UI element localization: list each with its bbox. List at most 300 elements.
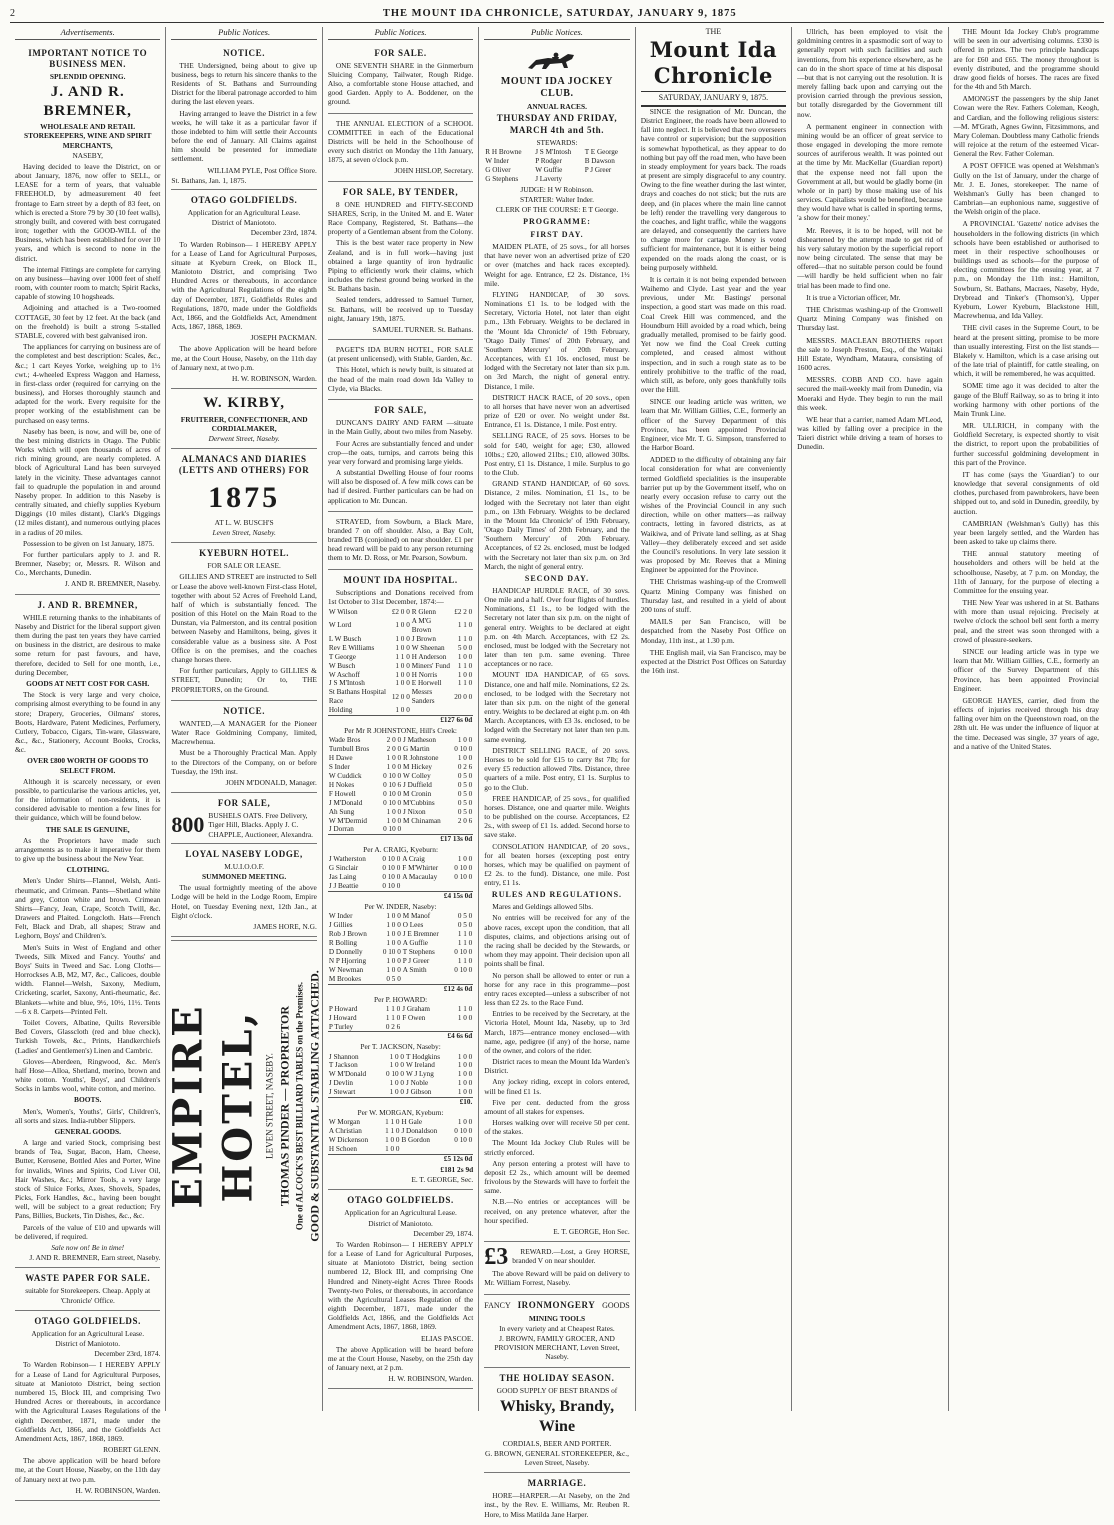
ad-text: District of Maniototo. <box>211 218 277 228</box>
ad-heading: ALMANACS AND DIARIES (LETTS AND OTHERS) FOR <box>178 454 310 476</box>
subscriber-amount <box>448 882 473 891</box>
ad-almanacs <box>171 449 316 543</box>
subscriber-name: J Noble <box>406 1079 429 1088</box>
subscriber-amount: 1 0 0 <box>395 706 410 715</box>
ad-place: NASEBY, <box>72 150 103 160</box>
ad-heading: MOUNT IDA HOSPITAL. <box>343 574 458 585</box>
race-entry: DISTRICT HACK RACE, of 20 sovs., open to all horses that have never won an advertised prize of £20 or over. No weight under 8st. Entrance, £1 1s. Distance, 1 mile. Post entry. <box>484 392 630 430</box>
article-paragraph: A PROVINCIAL 'Gazette' notice advises the householders in the following districts (in which schools have been established or authorised to meet in their respective schoolhouses or buildings used as schools—for the purpose of electing committees for the ensuing year, at 7 p.m., on Monday the 11th inst.: Hamilton, Sowburn, St. Bathans, Macraes, Naseby, Hyde, Drybread and Tinker's (Thomson's), Upper Kyeburn, Lower Kyeburn, Blackstone Hill, Macrewhenua, and Ida Valley. <box>953 219 1099 321</box>
subscriber-name: W J Lyng <box>406 1070 434 1079</box>
ad-paragraph: Having decided to leave the District, on or about January, 1876, now offer to SELL, or LEASE for a term of years, that valuable FREEHOLD, by admeasurement 40 feet frontage to Earn street by a depth of 83 feet, on which is erected a Store 79 by 30 (10 feet walls), strongly built, and covered with best corrugated iron; together with the GOOD-WILL of the Business, which has been established for over 10 years, and which is second to none in the district. <box>15 161 161 263</box>
ad-firm-name: W. KIRBY, <box>203 395 285 412</box>
ad-subheading: OVER £800 WORTH OF GOODS TO SELECT FROM. <box>27 756 149 775</box>
table-total-row <box>328 835 473 844</box>
steward-name: G Stephens <box>485 174 519 183</box>
subscriber-amount: 2 0 0 <box>386 745 402 754</box>
subscriber-amount: 1 0 0 <box>457 1052 473 1061</box>
newspaper-page <box>10 8 1104 1519</box>
ad-signature: ROBERT GLENN. <box>103 1445 161 1455</box>
ad-subheading: GOODS AT NETT COST FOR CASH. <box>26 678 150 688</box>
ad-date: St. Bathans, Jan. 1, 1875. <box>171 175 247 185</box>
subscriber-amount: 0 10 0 <box>454 965 473 974</box>
subtotal: £5 12s 0d <box>328 1154 473 1163</box>
ad-heading: FOR SALE, <box>374 405 427 415</box>
subscriber-amount: 0 5 0 <box>386 974 401 983</box>
masthead <box>641 27 786 107</box>
subscriber-name: O Lees <box>402 921 424 930</box>
ad-paragraph: Men's Suits in West of England and other Tweeds, Silk Mixed and Fancy. Youths' and Boys' Suits in Tweed and Sac. Long Cloths—Horrockses A.B, M2, M7, &c., Calicoes, double width. Flannel—Welsh, Saxony, Medium, Cricketing, scarlet, Saxony, Anti-rheumatic, &c. Blankets—white and blue, 9½, 10½, 11½. Tents—6 x 8. Carpets—Printed Felt. <box>15 942 161 1016</box>
ad-paragraph: Sealed tenders, addressed to Samuel Turner, St. Bathans, will be received up to Tuesday night, January 19th, 1875. <box>327 295 474 323</box>
subscriber-amount: 0 5 0 <box>457 789 473 798</box>
subscriber-amount: 1 0 0 <box>457 1118 473 1127</box>
ad-heading: J. AND R. BREMNER, <box>37 599 138 610</box>
rule-entry: No entries will be received for any of the above races, except upon the condition, that all disputes, claims, and objections arising out of the racing shall be decided by the Stewards, or whom they may appoint. Their decision upon all points shall be final. <box>484 913 630 969</box>
subscriber-amount: 12 0 0 <box>391 692 410 701</box>
table-row <box>328 781 473 790</box>
subtotal: £127 6s 0d <box>328 716 473 725</box>
subscriber-amount <box>449 825 473 834</box>
ad-otago-goldfields <box>171 190 316 389</box>
ad-heading: OTAGO GOLDFIELDS. <box>347 1195 454 1206</box>
ad-pagets-hotel <box>328 340 473 400</box>
ad-text: M.U.I.O.O.F. <box>224 861 264 871</box>
ad-paragraph: Gloves—Aberdeen, Ringwood, &c. Men's half Hose—Alloa, Shetland, merino, brown and white cotton. Youths', Boys', and Children's Socks in lambs wool, white cotton, and merino. <box>15 1056 161 1094</box>
subtotal: £17 13s 0d <box>328 835 473 844</box>
article-paragraph: SOME time ago it was decided to alter the gauge of the Bluff Railway, so as to bring it into working harmony with other portions of the Main Trunk Line. <box>953 381 1099 418</box>
ad-heading: MARRIAGE. <box>527 1478 587 1489</box>
subscriber-amount: 0 5 0 <box>457 798 473 807</box>
ad-bremner-business <box>15 43 160 595</box>
ad-signature: H. W. ROBINSON, Warden. <box>231 374 317 383</box>
table-row <box>328 1070 473 1079</box>
subscriber-name: T Jackson <box>328 1061 358 1070</box>
article-paragraph: THE Mount Ida Jockey Club's programme will be seen in our advertising columns. £330 is offered in prizes. The two principle handicaps are for £60 and £65. The money throughout is evenly distributed, and the programme should draw good fields of horses. The races are fixed for the 4th and 5th March. <box>953 27 1099 92</box>
column-4 <box>479 27 635 1519</box>
subscriber-amount: 5 0 0 <box>457 643 473 652</box>
subscriber-amount: 1 0 0 <box>395 643 410 652</box>
subscriber-name: F M'Whirter <box>402 864 439 873</box>
page-header <box>10 8 1104 23</box>
steward-name: T E George <box>584 147 618 156</box>
subscriber-name: W Sheenan <box>411 643 445 652</box>
ad-heading: THE HOLIDAY SEASON. <box>499 1372 615 1383</box>
table-row <box>328 939 473 948</box>
column-2 <box>166 27 322 1411</box>
table-row <box>328 1023 473 1032</box>
ad-paragraph: GILLIES AND STREET are instructed to Sell or Lease the above well-known First-class Hotel, together with about 52 Acres of Freehold Land, half of which is substantially fenced. The position of this Hotel on the Main Road to the Dunstan, via Palmerston, and its central position between Naseby and Hamiltons, being, gives it considerable value as a business site. A Post Office is on the premises, and the coaches change horses there. <box>171 572 317 664</box>
ad-signature: SAMUEL TURNER. St. Bathans. <box>372 324 474 334</box>
article-paragraph: THE Christmas washing-up of the Cromwell Quartz Mining Company was finished on Thursday last, and resulted in a yield of about 200 tons of stuff. <box>640 577 787 614</box>
ad-paragraph: PAGET'S IDA BURN HOTEL, FOR SALE (at present unlicensed), with Stable, Garden, &c. <box>327 345 474 364</box>
subscriber-name: J J Beattie <box>328 882 359 891</box>
ad-heading: IRONMONGERY <box>517 1299 596 1310</box>
subscriber-name <box>411 706 454 715</box>
subscriber-name: T George <box>328 652 356 661</box>
subscriber-name: M'Cubbins <box>403 798 435 807</box>
subscriber-name: P Turley <box>328 1022 354 1031</box>
ad-paragraph: STRAYED, from Sowburn, a Black Mare, branded 7 on off shoulder. Also, a Bay Colt, branded TB (conjoined) on near shoulder. £1 per head reward will be paid to any person returning them to Mr. D. Ross, or Mr. Pearson, Sowburn. <box>327 516 474 563</box>
programme-heading: PROGRAMME: <box>523 217 591 227</box>
rules-heading: RULES AND REGULATIONS. <box>491 890 623 900</box>
ad-feature-text: Whisky, Brandy, Wine <box>499 1397 615 1435</box>
ad-address: Derwent Street, Naseby. <box>208 434 280 444</box>
article-paragraph: SINCE our leading article was written, we learn that Mr. William Gillies, C.E., formerly an officer of the Survey Department of this Province, has been appointed Provincial Engineer, vice Mr. T. G. Simpson, transferred to the Harbor Board. <box>640 397 787 453</box>
steward-name: J Laverty <box>535 174 563 183</box>
ad-heading: NOTICE. <box>223 47 266 58</box>
subscriber-amount: 1 0 0 <box>395 621 410 630</box>
subscriber-amount: 0 10 0 <box>382 864 401 873</box>
subscriber-name: G Sinclair <box>328 864 359 873</box>
table-row <box>328 1061 473 1070</box>
list-heading: Per Mr R JOHNSTONE, Hill's Creek: <box>344 726 457 736</box>
ad-paragraph: The above Application will be heard before me, at the Court House, Naseby, on the 11th day of January next, at two p.m. <box>171 344 317 372</box>
subscriber-name: F Owen <box>402 1013 426 1022</box>
ad-date: December 23rd, 1874. <box>94 1349 161 1359</box>
subscriber-name: J Duffield <box>403 780 432 789</box>
subscriber-amount <box>448 1145 473 1154</box>
subscriber-name: W M'Donald <box>328 1070 367 1079</box>
ad-ironmongery <box>484 1295 629 1368</box>
subscriber-name <box>402 825 449 834</box>
ad-signature: J. AND R. BREMNER, Earn street, Naseby. <box>29 1253 161 1263</box>
table-row <box>328 864 473 873</box>
table-row <box>328 1136 473 1145</box>
ad-paragraph: For further particulars, Apply to GILLIES & STREET, Dunedin; Or to, THE PROPRIETORS, on the Ground. <box>171 666 317 694</box>
subscriber-name: G Martin <box>403 745 430 754</box>
ad-paragraph: DUNCAN'S DAIRY AND FARM —situate in the Main Gully, about two miles from Naseby. <box>327 418 474 437</box>
subscriber-amount: 0 10 0 <box>383 771 402 780</box>
subscriber-name: E Horwell <box>411 679 442 688</box>
race-judge: JUDGE: H W Robinson. <box>520 184 594 194</box>
subscriber-name: R Johnstone <box>403 754 439 763</box>
ad-heading: FOR SALE, <box>217 798 271 809</box>
subscriber-name: M Chinaman <box>403 816 441 825</box>
ad-heading: MOUNT IDA JOCKEY CLUB. <box>500 75 614 99</box>
table-row <box>328 754 473 763</box>
ad-paragraph: A substantial Dwelling House of four rooms will also be disposed of. A few milk cows can be had if desired. Further particulars can be had on application to Mr. Duncan. <box>327 468 474 505</box>
ad-paragraph: The Stock is very large and very choice, comprising almost everything to be found in any store; Drapery, Groceries, Oilmans' stores, Boots, Hardware, Patent Medicines, Perfumery, Cutlery, Tobacco, Cigars, Tin-ware, Glassware, &c., &c., Stationery, Account Books, Crocks, &c. <box>15 690 161 755</box>
hotel-name: EMPIRE HOTEL, <box>164 1003 262 1209</box>
ad-heading: FOR SALE. <box>374 47 427 58</box>
ad-signature: J. BROWN, FAMILY GROCER, AND PROVISION MERCHANT, Leven Street, Naseby. <box>494 1334 620 1362</box>
subscriber-amount: 1 1 0 <box>385 1127 400 1136</box>
subscriber-name: W Dickenson <box>328 1136 369 1145</box>
table-row <box>328 608 473 617</box>
subscriber-amount <box>448 1023 474 1032</box>
subscriber-name: J Donaldson <box>401 1127 438 1136</box>
subscriber-name: W Ireland <box>406 1061 435 1070</box>
ad-reward <box>484 1242 629 1294</box>
steward-name: W Inder <box>485 156 509 165</box>
subscriber-amount: 1 0 0 <box>386 921 401 930</box>
ad-paragraph: ONE SEVENTH SHARE in the Ginmerburn Sluicing Company, Tailwater, Rough Ridge. Also, a comfortable stone House attached, and good Garden. Apply to A. Boddener, on the ground. <box>327 60 474 107</box>
subscriber-name: Miners' Fund <box>411 661 451 670</box>
oats-row <box>171 811 316 839</box>
table-row <box>484 166 629 175</box>
article-paragraph: Ullrich, has been employed to visit the goldmining centres in a spasmodic sort of way to generally report with such facilities and such inventions, from his experience elsewhere, as he can do in the short space of time at his disposal—but that is not carrying out the resolution. It is merely falling back upon and carrying out the provision carried through the previous session, but totally disregarded by the Government till now. <box>797 27 943 119</box>
ad-paragraph: To Warden Robinson— I HEREBY APPLY for a Lease of Land for Agricultural Purposes, situate at Maniototo District, being section numbered 12, Block III, and comprising One Hundred and Ninety-eight Acres Three Roods Twenty-two Poles, or thereabouts, in accordance with the Agricultural Leases Regulation of the eighth December, 1871, made under the Goldfields Act, 1866, and the Goldfields Act Amendment Acts, 1867, 1868, 1869. <box>327 1239 474 1332</box>
ad-paragraph: As the Proprietors have made such arrangements as to make it imperative for them to give up the business about the New Year. <box>15 835 161 864</box>
ad-text: FOR SALE OR LEASE. <box>207 561 281 571</box>
subscriber-name: N P Hjorring <box>328 956 367 965</box>
table-row <box>328 736 473 745</box>
ad-paragraph: Men's Under Shirts—Flannel, Welsh, Anti-rheumatic, and Crimean. Pants—Shetland white and grey, Cotton white and brown. Crimean Shirts—Fancy, Jean, Crape, Scotch Twill, &c. Drawers and Plaited. Longcloth. Hats—French Felt, Black and Drab, all shapes; Straw and Leghorn, Boys' and Children's. <box>15 876 161 941</box>
stewards-label: STEWARDS: <box>536 137 578 147</box>
subscriber-amount: 1 1 0 <box>457 634 473 643</box>
ad-text: Application for an Agricultural Lease. <box>187 208 301 218</box>
subscriber-name: J Shannon <box>328 1052 359 1061</box>
ad-school-committee <box>328 114 473 182</box>
subscriber-name: J Stewart <box>328 1088 356 1097</box>
list-heading: Per T. JACKSON, Naseby: <box>360 1042 441 1052</box>
ad-paragraph: Having arranged to leave the District in a few weeks, he will take it as a particular favor if those indebted to him will settle their Accounts before the end of January. All Claims against him should be presented for immediate settlement. <box>171 108 317 164</box>
subscriber-name: Messrs Sanders <box>411 688 435 706</box>
ad-subheading: THE SALE IS GENUINE, <box>45 824 130 834</box>
subscriber-name: R Bolling <box>328 939 358 947</box>
table-row <box>328 873 473 882</box>
horse-emblem <box>484 48 629 74</box>
ad-paragraph: Men's, Women's, Youths', Girls', Children's, all sorts and sizes. India-rubber Slippers. <box>15 1106 161 1125</box>
ad-paragraph: THE Undersigned, being about to give up business, begs to return his sincere thanks to the Residents of St. Bathans and Surrounding District for the liberal patronage accorded to him during the last eleven years. <box>171 60 317 107</box>
ad-signature: JOSEPH PACKMAN. <box>250 333 317 343</box>
table-row <box>328 948 473 957</box>
ad-share-sale <box>328 43 473 114</box>
ad-paragraph: Possession to be given on 1st January, 1875. <box>23 538 155 548</box>
article-paragraph: THE English mail, via San Francisco, may be expected at the District Post Offices on Saturday the 16th inst. <box>640 647 787 676</box>
subscriber-amount: 1 1 0 <box>457 956 473 965</box>
subscriber-amount: 0 10 0 <box>382 855 401 864</box>
page-title: THE MOUNT IDA CHRONICLE, SATURDAY, JANUARY 9, 1875 <box>382 8 737 19</box>
subscriber-name <box>400 1145 448 1154</box>
subscriber-amount <box>453 706 473 715</box>
list-heading: Per P. HOWARD: <box>373 994 428 1004</box>
ad-signature: H. W. ROBINSON, Warden. <box>388 1374 474 1384</box>
article-paragraph: THE Christmas washing-up of the Cromwell Quartz Mining Company was finished on Thursday last. <box>797 304 943 333</box>
ad-paragraph: 8 ONE HUNDRED and FIFTY-SECOND SHARES, Scrip, in the United M. and E. Water Race Company, Registered, St. Bathans—the property of a Gentleman absent from the Colony. <box>327 199 474 237</box>
subscriber-amount: 0 10 0 <box>383 825 402 834</box>
subscriber-name: J S M'Intosh <box>328 679 365 688</box>
subscriber-amount: 1 0 0 <box>389 1061 405 1070</box>
article-paragraph: MAILS per San Francisco, will be despatched from the Naseby Post Office on Monday, 11th inst., at 1.30 p.m. <box>640 617 787 645</box>
subscription-table <box>328 855 473 901</box>
subscriber-amount <box>449 975 474 984</box>
column-1 <box>10 27 166 1495</box>
subscriber-name: J Nixon <box>403 807 426 816</box>
article-paragraph: SINCE our leading article was in type we learn that Mr. William Gillies, C.E., formerly an officer of the Survey Department of this Province, has been appointed Provincial Engineer. <box>953 647 1099 693</box>
table-row <box>328 688 473 706</box>
ad-paragraph: Four Acres are substantially fenced and under crop—the oats, turnips, and carrots being this year very forward and promising large yields. <box>327 438 474 466</box>
table-total-row <box>328 716 473 725</box>
subscription-table <box>328 1118 473 1164</box>
subscriber-name: J Matheson <box>403 736 436 745</box>
subscriber-amount: 1 0 0 <box>385 1136 400 1145</box>
rule-entry: Any jockey riding, except in colors entered, will be fined £1 1s. <box>484 1077 630 1096</box>
ad-heading: IMPORTANT NOTICE TO BUSINESS MEN. <box>28 47 148 69</box>
ad-heading: OTAGO GOLDFIELDS. <box>190 194 298 205</box>
article-paragraph: SINCE the resignation of Mr. Duncan, the District Engineer, the roads have been allowed to fall into neglect. It is believed that two overseers have control or supervision; but the supposition is somewhat hypothetical, as they appear to do nothing but pay off the road men, who have been in steady employment for years back. The roads at present are simply disgraceful to any country. Owing to the fine weather during the last winter, drays and coaches do not stick; but the ruts are deep, and (in places where the main line cannot be left) render the travelling very dangerous to the coaches, and light traffic, while the waggons are delayed, and consequently the carriers have to charge more for cartage. Money is voted sufficient for maintenance, but it is either being expended on the roads along the coast, or is being purposely withheld. <box>640 106 787 272</box>
ad-otago-goldfields <box>15 1311 160 1501</box>
subscriber-name: W Busch <box>328 661 356 670</box>
table-total-row <box>328 984 473 993</box>
subscriber-name: J Watherston <box>328 855 366 864</box>
ad-paragraph: The above Application will be heard before me at the Court House, Naseby, on the 25th day of January next, at 2 p.m. <box>327 1344 474 1373</box>
subscriber-amount: 20 0 0 <box>454 692 473 701</box>
ad-heading: KYEBURN HOTEL. <box>199 548 290 559</box>
rule-entry: Five per cent. deducted from the gross amount of all stakes for expenses. <box>484 1097 630 1116</box>
subscriber-name: R Glenn <box>411 608 436 617</box>
ironmongery-row <box>484 1298 629 1313</box>
notice-marriage <box>484 1473 629 1525</box>
subtotal: £12 4s 0d <box>328 984 473 993</box>
article-paragraph: THE civil cases in the Supreme Court, to be heard at the present sitting, promise to be more than usually interesting. First on the list stands—Blakely v. Hamilton, which is a case arising out of the late trial of plaintiff, for cattle stealing, on which, it will be remembered, he was acquitted. <box>953 323 1099 379</box>
column-3 <box>323 27 479 1411</box>
ad-paragraph: REWARD.—Lost, a Grey HORSE, branded V on near shoulder. <box>512 1247 630 1266</box>
ad-strayed <box>328 512 473 570</box>
subscriber-amount: 1 0 0 <box>389 1052 405 1061</box>
subscriber-name: H Dawe <box>328 754 353 763</box>
subscriber-amount: 1 0 0 <box>389 1079 405 1088</box>
subscriber-name: A Craig <box>402 855 425 864</box>
subscriber-amount: 0 10 0 <box>454 1136 473 1145</box>
subscriber-name: Turnbull Bros <box>328 745 370 754</box>
rule-entry: No person shall be allowed to enter or run a horse for any race in this programme—post entry races excepted—unless a subscriber of not less than £2 2s. to the Race Fund. <box>484 970 630 1008</box>
subscriber-amount: 1 0 0 <box>389 1088 405 1097</box>
ad-firm-sub: WHOLESALE AND RETAIL STOREKEEPERS, WINE AND SPIRIT MERCHANTS, <box>23 122 152 150</box>
column-5 <box>636 27 792 1411</box>
subtotal: £4 15s 0d <box>328 892 473 901</box>
ad-signature: G. BROWN, GENERAL STOREKEEPER, &c., Leven Street, Naseby. <box>485 1448 629 1467</box>
ad-text: suitable for Storekeepers. Cheap. Apply at 'Chronicle' Office. <box>25 1286 151 1305</box>
ad-firm-sub: FRUITERER, CONFECTIONER, AND CORDIALMAKER, <box>180 414 308 433</box>
ad-subheading: MINING TOOLS <box>528 1313 586 1323</box>
article-paragraph: MESSRS. COBB AND CO. have again secured the mail-weekly mail from Dunedin, via Moeraki and Hyde. They begin to run the mail this week. <box>797 375 943 412</box>
subscriber-name: Wade Bros <box>328 736 361 745</box>
ad-waste-paper <box>15 1268 160 1311</box>
table-row <box>328 653 473 662</box>
subscriber-name: D Donnelly <box>328 947 363 956</box>
subscriber-name: J E Bremner <box>402 930 439 939</box>
table-row <box>328 679 473 688</box>
subscriber-amount: 0 10 0 <box>454 947 473 956</box>
hotel-billiards: One of ALCOCK'S BEST BILLIARD TABLES on the Premises. <box>294 982 305 1231</box>
table-row <box>328 1145 473 1154</box>
table-row <box>328 1127 473 1136</box>
ad-subheading: SUMMONED MEETING. <box>202 872 287 882</box>
ad-signature: E. T. GEORGE, Sec. <box>411 1175 474 1185</box>
subscriber-amount: 1 1 0 <box>457 621 473 630</box>
table-row <box>484 148 629 157</box>
ad-signature: ELIAS PASCOE. <box>420 1333 474 1343</box>
columns <box>10 27 1104 1519</box>
subscriber-name: J M'Donald <box>328 798 363 807</box>
subscriber-name: J Devlin <box>328 1079 353 1088</box>
ad-heading: NOTICE. <box>223 705 266 716</box>
subscriber-amount: 1 0 0 <box>457 1088 473 1097</box>
article-paragraph: A POST OFFICE was opened at Welshman's Gully on the 1st of January, under the charge of Mr. J. E. Jones, storekeeper. The name of Welshman's Gully has been changed to Cambrian—an euphonious name, suggestive of the Welsh origin of the place. <box>953 161 1099 217</box>
subscriber-amount: 1 0 0 <box>457 1070 473 1079</box>
ad-paragraph: WHILE returning thanks to the inhabitants of Naseby and District for the liberal support given them during the past ten years they have carried on business in the district, are desirous to make some return for past favours, and have, therefore, decided to Sell for one month, i.e., during December, <box>15 612 161 677</box>
subscriber-name: H Gale <box>401 1118 423 1127</box>
race-entry: HANDICAP HURDLE RACE, of 30 sovs. One mile and a half. Over four flights of hurdles. Nominations, £1 1s., to be lodged with the Secretary not later than six p.m. on the night of general entry. Weights to be declared at eight p.m. on 4th March. Acceptances, with £2 2s. enclosed, must be lodged with the Secretary not later than ten p.m. same evening. Three acceptances or no race. <box>484 585 630 669</box>
ad-tender <box>328 182 473 341</box>
table-row <box>328 706 473 715</box>
table-row <box>328 1005 473 1014</box>
table-row <box>328 855 473 864</box>
race-dates: THURSDAY AND FRIDAY, MARCH 4th and 5th. <box>496 113 618 135</box>
ad-text: FANCY <box>484 1300 511 1310</box>
subscriber-name: T Stephens <box>402 947 435 956</box>
subscriber-name: A Christian <box>328 1127 362 1136</box>
race-entry: FREE HANDICAP, of 25 sovs., for qualified horses. Distance, one and quarter mile. Weights to be published on the course. Acceptances, £2 2s., with sweep of £1 1s. added. Second horse to save stake. <box>484 793 630 840</box>
race-clerk: CLERK OF THE COURSE: E T George. <box>495 205 619 214</box>
rule-entry: Any person entering a protest will have to deposit £2 2s., which amount will be deemed frivolous by the Stewards will have to forfeit the same. <box>484 1158 630 1196</box>
ad-paragraph: For further particulars apply to J. and R. Bremner, Naseby; or, Messrs. R. Wilson and Co., Merchants, Dunedin. <box>15 549 161 578</box>
steward-name: B Dawson <box>584 156 615 165</box>
ad-subheading: ANNUAL RACES. <box>526 102 587 112</box>
subscriber-name: J Gibson <box>406 1088 432 1097</box>
hotel-proprietor: THOMAS PINDER — PROPRIETOR <box>277 1006 292 1207</box>
subscriber-amount: 1 0 0 <box>457 855 473 864</box>
article-paragraph: CAMBRIAN (Welshman's Gully) has this year been largely settled, and the Warden has been asked to take up claims there. <box>953 518 1099 547</box>
article-paragraph: THE annual statutory meeting of householders and others will be held at the schoolhouse, Naseby, at 7 p.m. on Monday, the 11th of January, for the purpose of electing a Committee for the ensuing year. <box>953 549 1099 595</box>
subscriber-name: A M'G Brown <box>411 616 432 634</box>
masthead-date: SATURDAY, JANUARY 9, 1875. <box>641 91 786 103</box>
table-row <box>328 882 473 891</box>
subscriber-name: S Inder <box>328 762 350 771</box>
reward-amount: £3 <box>484 1244 509 1271</box>
table-row <box>328 957 473 966</box>
ad-date: December 23rd, 1874. <box>250 228 317 238</box>
article-paragraph: A permanent engineer in connection with mining would be an officer of great service to those engaged in developing the more remote sources of auriferous wealth. It was pointed out at the time by Mr. MacKellar (Guardian report) that the expense need not fall upon the Government at all, but would be gladly borne (in whole or in part) by those making use of his services. Capitalists would be benefited, because they would have what is called in sporting terms, 'a show for their money.' <box>797 121 943 223</box>
article-paragraph: IT has come (says the 'Guardian') to our knowledge that several consignments of old clothes, purchased from pawnbrokers, have been shipped out to, and sold in Dunedin, greedily, by auction. <box>953 469 1099 516</box>
table-row <box>328 921 473 930</box>
subscriber-name: Holding <box>328 706 353 715</box>
article-paragraph: WE hear that a carrier, named Adam M'Leod, was killed by falling over a precipice in the Taieri district while driving a team of horses to Dunedin. <box>797 414 943 452</box>
subscriber-amount: 0 10 0 <box>454 873 473 882</box>
subscriber-amount: 0 5 0 <box>457 921 473 930</box>
steward-name: G Oliver <box>485 165 511 174</box>
race-starter: STARTER: Walter Inder. <box>519 194 594 204</box>
subscriber-name: B Gordon <box>401 1136 431 1145</box>
subscriber-amount: 0 10 0 <box>382 947 401 956</box>
steward-name: W Guffie <box>535 165 563 174</box>
rule-entry: Entries to be received by the Secretary, at the Victoria Hotel, Mount Ida, Naseby, up to 3rd March, 1875—entrance money enclosed—with name, age, pedigree (if any) of the horse, name of the owner, and colors of the rider. <box>484 1009 630 1055</box>
subscriber-amount: 0 10 6 <box>383 780 402 789</box>
table-row <box>328 912 473 921</box>
table-total-row <box>328 1098 473 1107</box>
subscriber-name: W Aschoff <box>328 670 360 679</box>
subscriber-name: A Guffie <box>402 939 428 947</box>
ad-date: December 29, 1874. <box>413 1228 474 1238</box>
subscriber-name: W Morgan <box>328 1118 360 1127</box>
ad-signature: H. W. ROBINSON, Warden. <box>75 1485 161 1495</box>
oats-number: 800 <box>171 812 205 838</box>
ad-paragraph: The appliances for carrying on business are of the completest and best description: Scales, &c., &c.; 1 cart Keyes Yorke, weighing up to 1½ cwt.; 4-wheeled Express Waggon and Harness, in first-class order (required for carrying on the business), and Horses thoroughly staunch and adapted for the work. Every requisite for the proper working of the establishment can be purchased on easy terms. <box>15 342 161 425</box>
column-7 <box>949 27 1104 1411</box>
subscriber-name: St Bathans Hospital Race <box>328 688 386 706</box>
section-public-notices: Public Notices. <box>328 27 473 40</box>
table-row <box>328 1118 473 1127</box>
table-row <box>328 1053 473 1062</box>
subscriber-name: W Colley <box>403 771 431 780</box>
rule-entry: District races to mean the Mount Ida Warden's District. <box>484 1057 630 1076</box>
subscriber-amount: 1 0 0 <box>386 939 401 947</box>
ad-paragraph: Toilet Covers, Albatine, Quilts Reversible Bed Covers, Glasscloth (red and blue check), Turkish Towels, &c., Prints, Handkerchiefs (Ladies' and Gentlemen's) Linen and Cambric. <box>15 1018 161 1055</box>
subscriber-name <box>401 882 448 891</box>
subscriber-amount: 1 0 0 <box>385 1145 400 1154</box>
subscriber-amount: 1 0 0 <box>395 661 410 670</box>
hotel-stabling: GOOD & SUBSTANTIAL STABLING ATTACHED. <box>307 970 322 1242</box>
